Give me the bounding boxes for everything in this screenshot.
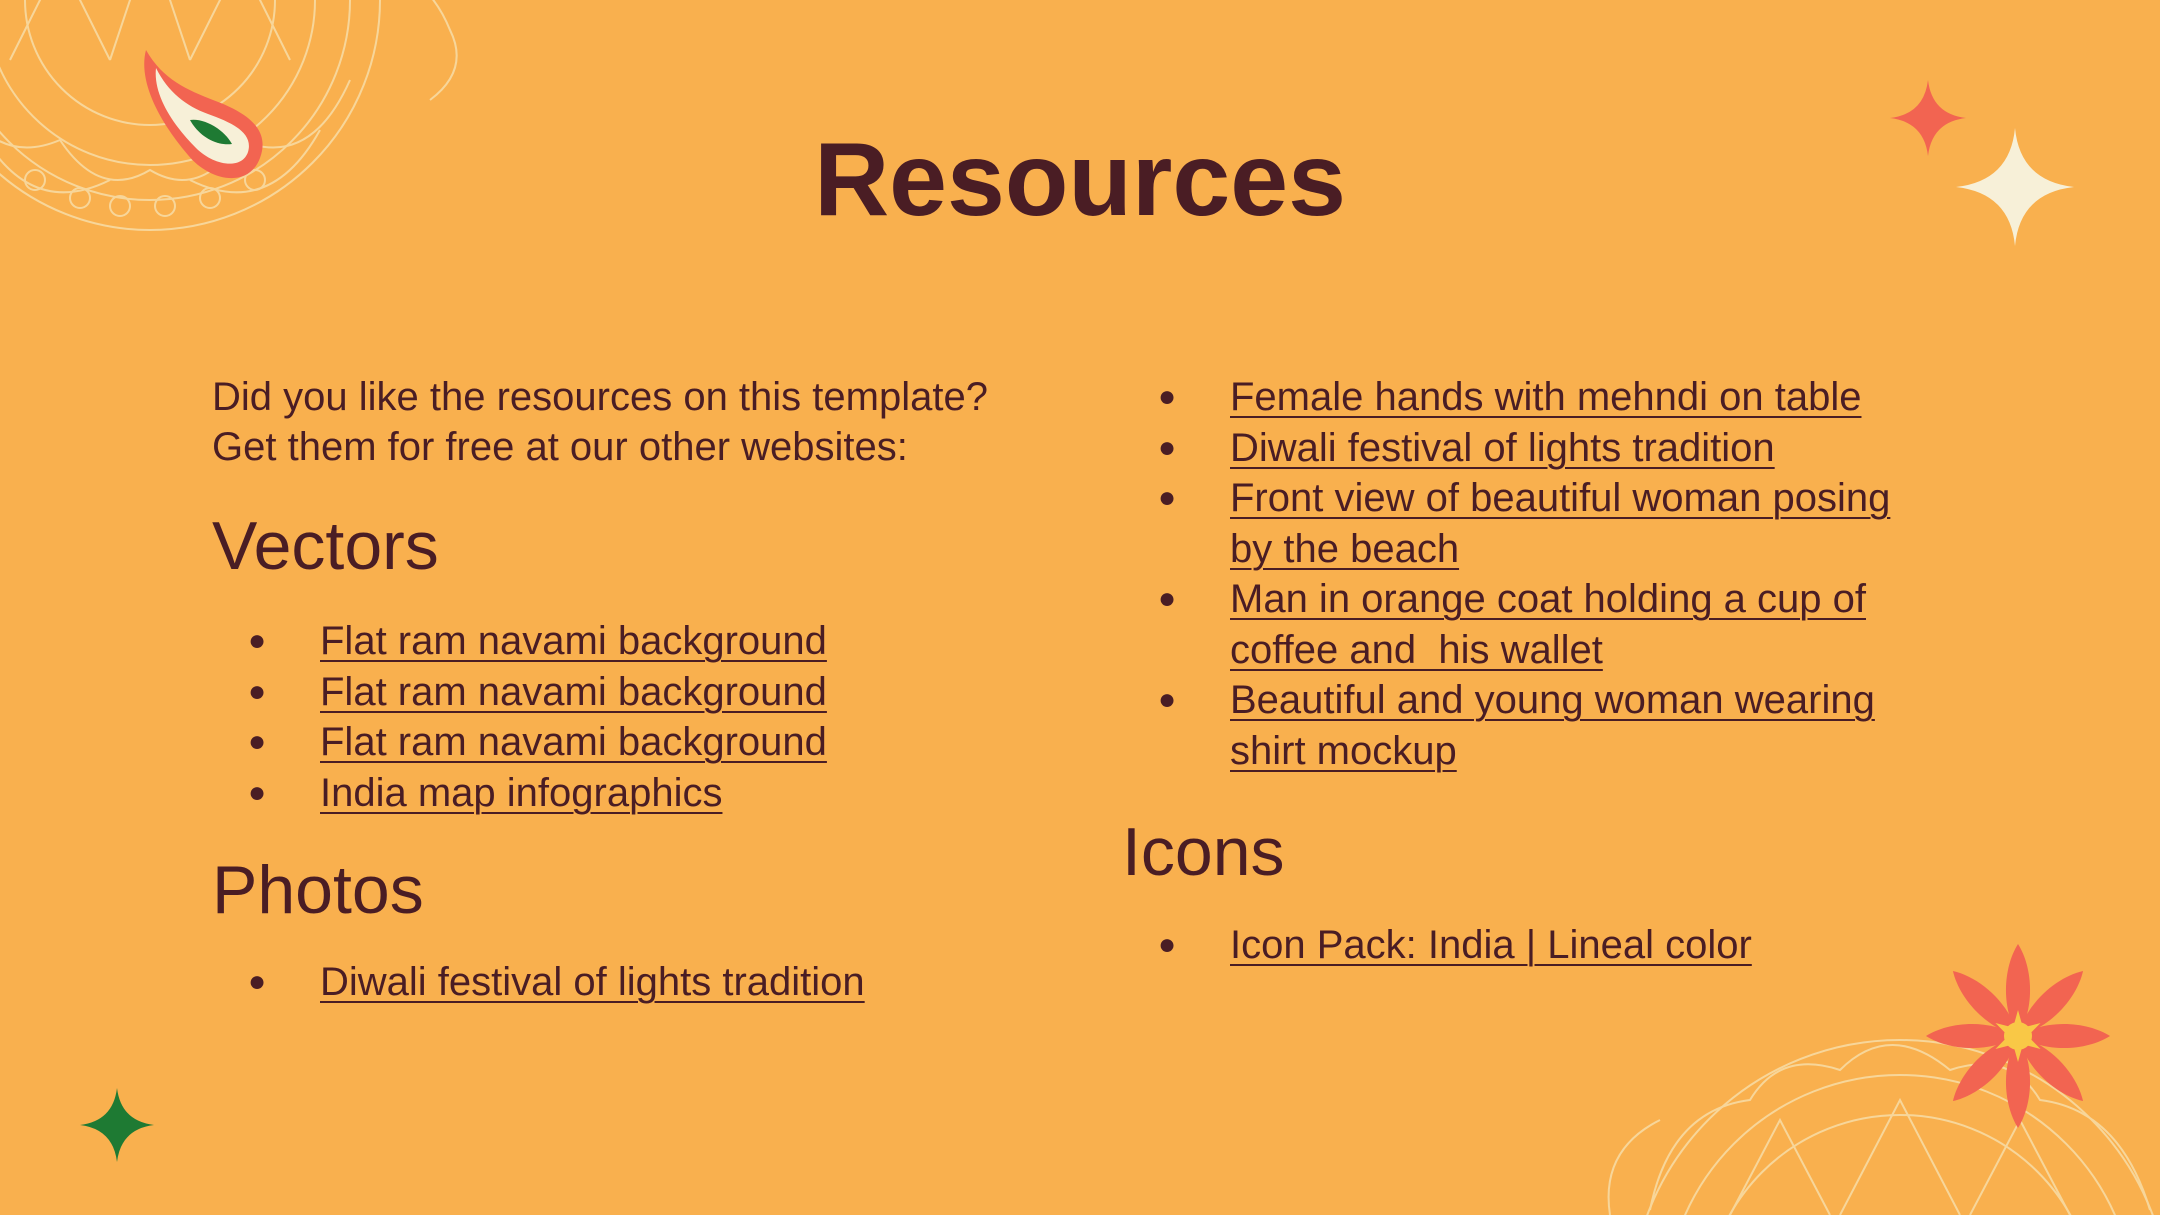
bullet-icon: ● (248, 624, 267, 657)
bullet-icon: ● (248, 965, 267, 998)
bullet-icon: ● (248, 725, 267, 758)
vector-link[interactable]: Flat ram navami background (320, 619, 827, 663)
photo-link[interactable] (1230, 476, 1890, 571)
bullet-icon: ● (1158, 380, 1177, 413)
intro-text (212, 372, 1112, 472)
link-line-2: coffee and his wallet (1230, 627, 1603, 672)
photo-link[interactable]: Diwali festival of lights tradition (1230, 425, 1775, 470)
right-column (1122, 372, 1982, 971)
photos-heading: Photos (212, 852, 424, 928)
sparkle-icon (80, 1088, 154, 1162)
link-line-1: Front view of beautiful woman posing (1230, 476, 1891, 520)
intro-line-2: Get them for free at our other websites: (212, 425, 908, 469)
link-line-2: by the beach (1230, 526, 1460, 571)
list-item (212, 717, 1112, 768)
vector-link[interactable]: Flat ram navami background (320, 720, 827, 764)
list-item (212, 957, 1112, 1008)
vector-link[interactable]: Flat ram navami background (320, 669, 827, 714)
list-item (212, 667, 1112, 718)
bullet-icon: ● (1158, 430, 1177, 464)
icon-pack-link[interactable]: Icon Pack: India | Lineal color (1230, 923, 1752, 967)
bullet-icon: ● (1158, 582, 1177, 615)
link-line-2: shirt mockup (1230, 728, 1457, 773)
list-item (1122, 675, 1982, 776)
bullet-icon: ● (1158, 928, 1177, 961)
bullet-icon: ● (248, 674, 267, 708)
photo-link[interactable]: Diwali festival of lights tradition (320, 960, 865, 1004)
photo-link[interactable] (1230, 577, 1866, 672)
list-item (1122, 920, 1982, 971)
bullet-icon: ● (1158, 481, 1177, 514)
vectors-list (212, 616, 1112, 818)
icons-list (1122, 920, 1982, 971)
list-item (212, 616, 1112, 667)
photos-more-list (1122, 372, 1982, 776)
bullet-icon: ● (1158, 683, 1177, 716)
list-item (1122, 473, 1982, 574)
icons-heading: Icons (1122, 814, 1285, 890)
left-column (212, 372, 1112, 1008)
bullet-icon: ● (248, 775, 267, 809)
photo-link[interactable]: Female hands with mehndi on table (1230, 375, 1862, 419)
page-title: Resources (814, 122, 1346, 238)
list-item (1122, 372, 1982, 423)
intro-line-1: Did you like the resources on this template? (212, 375, 988, 419)
vector-link[interactable]: India map infographics (320, 770, 723, 815)
link-line-1: Man in orange coat holding a cup of (1230, 577, 1866, 621)
list-item (1122, 423, 1982, 474)
link-line-1: Beautiful and young woman wearing (1230, 678, 1875, 722)
photos-list (212, 957, 1112, 1008)
list-item (1122, 574, 1982, 675)
list-item (212, 768, 1112, 819)
vectors-heading: Vectors (212, 508, 439, 584)
photo-link[interactable] (1230, 678, 1875, 773)
